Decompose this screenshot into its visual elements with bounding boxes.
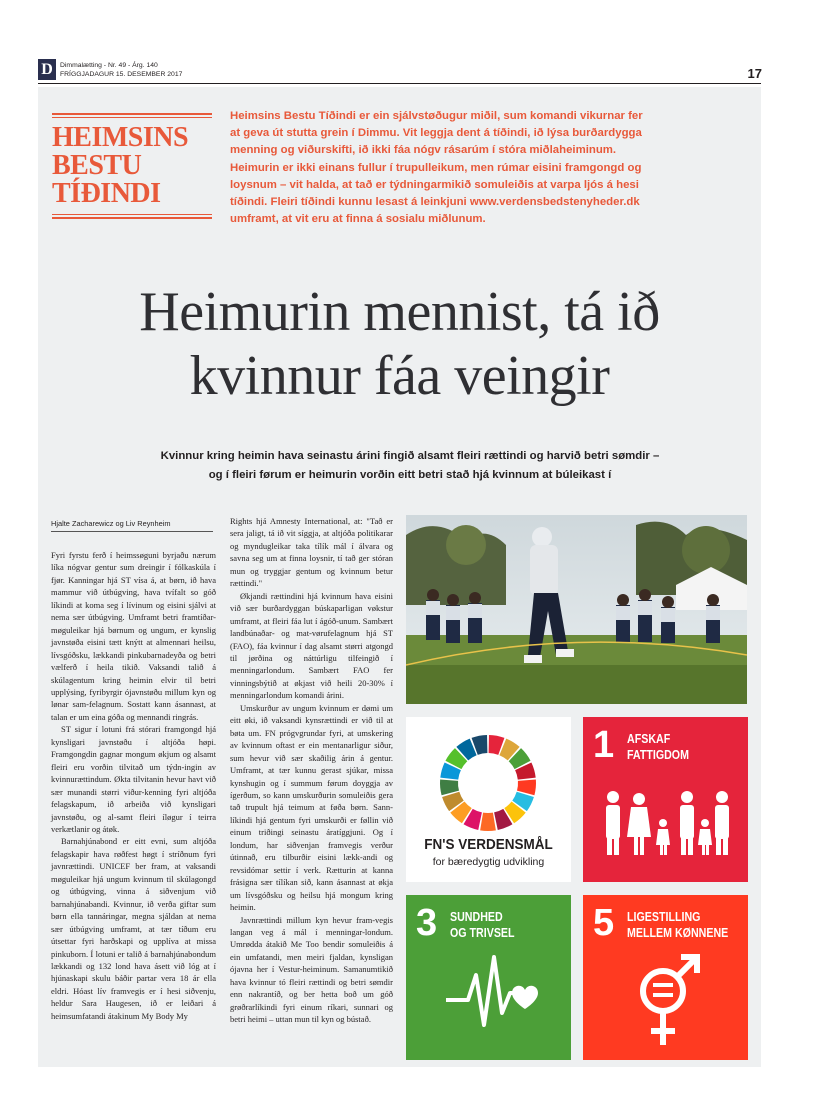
brand-rule-bottom [52, 217, 212, 219]
issue-line: Dimmalætting - Nr. 49 - Árg. 140 [60, 62, 158, 69]
byline: Hjalte Zacharewicz og Liv Reynheim [51, 519, 171, 528]
newspaper-logo: D [38, 59, 56, 80]
article-photo [406, 515, 747, 704]
article-column-1 [51, 549, 216, 1022]
family-icon [583, 717, 748, 882]
headline-line-1: Heimurin mennist, tá ið [139, 281, 660, 343]
sdg-goal-title-line-2: MELLEM KØNNENE [627, 925, 729, 940]
headline [40, 280, 759, 408]
sdg-goal-title-line-2: FATTIGDOM [627, 747, 689, 762]
paragraph: Umskurður av ungum kvinnum er dømi um eitt øki, ið vaksandi kynsrættindi er við til at bøta um. FN prógvgrundar fyri, at umskering av kvinnum oftast er ein mentanarligur siður, sum hevur við sær skaðilig árin á gentur. Umframt, at tær kunnu gerast sjúkar, missa kynshugin og í summum førum doyggja av ígerðum, so kann umskurðurin somuleiðis gera tað trupult hjá teimum at føða børn. Sann-líkindi hjá gentum fyri umskurði er føllin við einum triðingi seinastu áratíggjuni. Og í londum, har siðvenjan framvegis verður útinnað, eru tilburðir eisini lækk-andi og revsidómar settir í verk. Rætturin at kanna frásigna sær tílíkan sið, kann ásannast at økja um lívsgóðsku og heilsu hjá mongum kring heimin. [230, 702, 393, 913]
sdg-goal-5-tile [583, 895, 748, 1060]
brand-rule-bottom-thin [52, 214, 212, 215]
intro-text: Heimsins Bestu Tíðindi er ein sjálvstøðugur miðil, sum komandi vikurnar fer at geva út stutta grein í Dimmu. Vit leggja dent á tíðindi, ið lýsa burðardygga menning og viðurskifti, ið ikki fáa nógv rásarúm í stóra miðlaheiminum. Heimurin er ikki einans fullur í trupulleikum, men rúmar eisini framgongd og loysnum – vit halda, at tað er týdningarmikið somuleiðis at varpa ljós á hesi tíðindi. Fleiri tíðindi kunnu lesast á leinkjuni www.verdensbedstenyheder.dk umframt, at vit eru at finna á sosialu miðlunum. [230, 110, 643, 226]
sdg-goal-title-line-1: AFSKAF [627, 731, 671, 746]
masthead-rule [38, 83, 761, 84]
byline-rule [51, 531, 213, 532]
sdg-logo-title: FN'S VERDENSMÅL [424, 836, 553, 853]
sdg-goal-title-line-2: OG TRIVSEL [450, 925, 515, 940]
paragraph: Barnahjúnabond er eitt evni, sum altjóða felagskapir hava røðfest høgt í stríðnum fyri javnrættindi. UNICEF ber fram, at vaksandi møguleikar hjá ungum kvinnum til skúlagongd og útbúgving, vinna á siðvenjum við barnahjúnabandi. Kvinnur, ið verða giftar sum børn ella tannáringar, megna sjáldan at nema sær útbúgving umframt, at tær tíðum eru útsettar fyri harðskapi og upplíva at missa pinkuborn. Í lotuni er talið á barnahjúnabondum lækkandi og 132 lond hava ásett við lóg at í hjúnaskapi skulu báðir partar vera 18 ár ella eldri. Hóast lív framvegis er í hesi siðvenju, heldur Sara Haugesen, ið er leiðari á heimsumfatandi átakinum My Body My [51, 836, 216, 1021]
subheadline: Kvinnur kring heimin hava seinastu árini fingið alsamt fleiri rættindi og harvið betri sømdir – og í fleiri førum er heimurin vorðin eitt betri stað hjá kvinnum at búleikast í [160, 450, 660, 481]
brand-line-2: BESTU [52, 150, 142, 181]
article-column-2 [230, 515, 393, 1026]
sdg-goal-title-line-1: LIGESTILLING [627, 909, 701, 924]
paragraph: Fyri fyrstu ferð í heimssøguni byrjaðu nærum líka nógvar gentur sum dreingir í fólkaskúla í fjør. Kanningar hjá ST vísa á, at børn, ið hava mammur við útbúgving, hava tvífalt so góð líkindi at koma seg í lívinum og eisini sjálvi at nema sær útbúgving. Umframt betri framtíðar-møguleikar hjá børnum og ungum, er kynslig javnstøða eisini tætt knýtt at almennari heilsu, lívsgóðsku, lækkandi pinkubarnadeyða og betri vælferð í heila tikið. Vaksandi talið á skúlagentum kring heimin elvir til betri upplýsing, fyribyrgir ójavnstøðu millum kyn og lønar sam-felagnum. Sostatt kann ásannast, at talan er um eina góða og mennandi ringrás. [51, 550, 216, 722]
sdg-goal-number: 1 [593, 724, 615, 766]
paragraph: Økjandi rættindini hjá kvinnum hava eisini við sær burðardyggan búskaparligan vøkstur umframt, at fleiri fáa lut í ágóð-unum. Sambært landbúnaðar- og mat-vørufelagnum hjá ST (FAO), fáa kvinnur í dag alsamt størri atgongd til jørðina og náttúrligu tilfeingið í menningarlondum. Sambært FAO fer vinningsbýtið at økjast við heili 20-30% í menningarlondum komandi árini. [230, 590, 393, 701]
sdg-logo-tile [406, 717, 571, 882]
sdg-wheel-segment [480, 813, 496, 831]
sdg-goal-title-line-1: SUNDHED [450, 909, 503, 924]
paragraph: Rights hjá Amnesty International, at: "Tað er sera jaligt, tá ið vit síggja, at altjóða politikarar og myndugleikar taka tílík mál í álvara og savna seg um at finna loysnir, tí tað ger stóran mun og tryggjar gentum og kvinnum betur rættindi." [230, 516, 393, 589]
sdg-wheel-icon [406, 717, 571, 837]
sdg-logo-subtitle: for bæredygtig udvikling [432, 856, 545, 868]
sdg-goal-number: 5 [593, 902, 615, 944]
paragraph: ST sigur í lotuni frá stórari framgongd hjá kynsligari javnstøðu í altjóða høpi. Framgongdin gagnar mongum økjum og alsamt fleiri eru vorðin tilvitað um týdn-ingin av kvinnurættindum. Økta tilvitanin hevur havt við sær munandi størri viður-kenning fyri altjóða felagskapum, ið arbeiða við kynsligari javnstøðu, og al-samt fleiri íløgur í teirra verkætlanir og átøk. [51, 724, 216, 834]
brand-rule-top-thin [52, 117, 212, 118]
headline-line-2: kvinnur fáa veingir [189, 345, 610, 407]
heartbeat-icon [406, 895, 571, 1060]
brand-line-1: HEIMSINS [52, 122, 189, 153]
page-number: 17 [747, 66, 762, 81]
date-line: FRÍGGJADAGUR 15. DESEMBER 2017 [60, 71, 183, 78]
brand-rule-top [52, 113, 212, 115]
sdg-goal-3-tile [406, 895, 571, 1060]
sdg-goal-number: 3 [416, 902, 438, 944]
brand-box [52, 113, 212, 235]
sdg-goal-1-tile [583, 717, 748, 882]
paragraph: Javnrættindi millum kyn hevur fram-vegis langan veg á mál í menningar-londum. Umrødda átakið Me Too bendir somuleiðis á ein umfatandi, men meiri fjaldan, kynsligan ójavna her í Vestur-heiminum. Samanumtikið hava kvinnur tó fleiri rættindi og betri sømdir enn nakrantíð, og ber hetta boð um góð grøðrarlíkindi fyri einum ríkari, sunnari og betri heimi – uttan mun til kyn og bústað. [230, 914, 393, 1025]
gender-equality-icon [583, 895, 748, 1060]
brand-line-3: TÍÐINDI [52, 178, 161, 209]
schoolgirls-photo [406, 515, 747, 704]
